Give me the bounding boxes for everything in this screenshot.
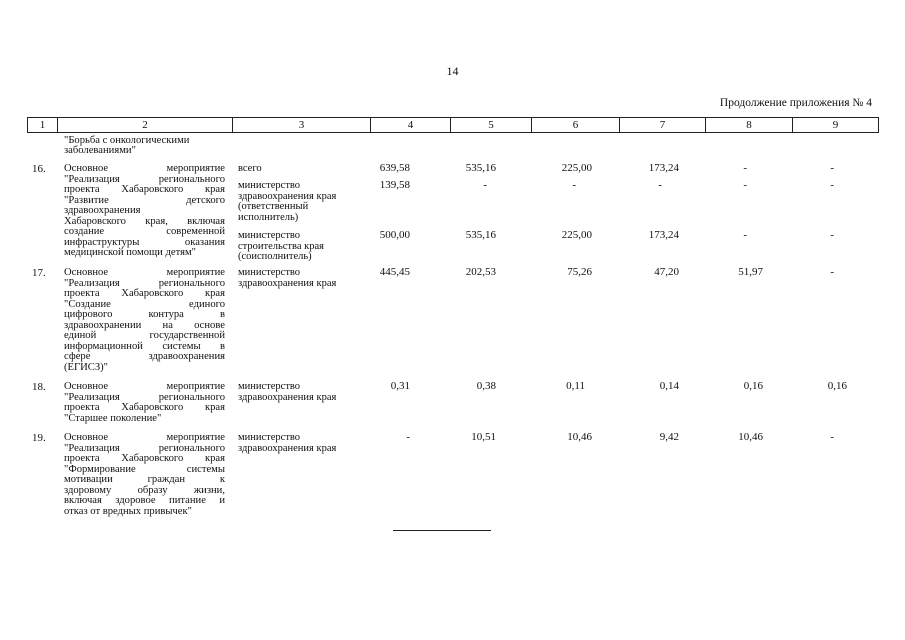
value-cell: 173,24 (648, 229, 679, 241)
executor-cell: министерство здравоохранения края (ответственный исполнитель) (238, 180, 337, 223)
value-cell: - (830, 179, 834, 191)
value-cell: 0,11 (566, 380, 585, 392)
row-number: 19. (32, 432, 46, 444)
value-cell: 10,51 (471, 431, 496, 443)
col-header-1: 1 (28, 118, 58, 133)
value-cell: 0,38 (476, 380, 496, 392)
value-cell: 445,45 (379, 266, 410, 278)
value-cell: - (830, 266, 834, 278)
col-header-8: 8 (706, 118, 793, 133)
col-header-9: 9 (793, 118, 879, 133)
value-cell: - (572, 179, 576, 191)
value-cell: 202,53 (465, 266, 496, 278)
value-cell: - (743, 229, 747, 241)
executor-cell: министерство здравоохранения края (238, 381, 337, 403)
col-header-5: 5 (451, 118, 532, 133)
executor-cell: всего (238, 163, 262, 174)
executor-cell: министерство строительства края (соисполнитель) (238, 230, 324, 262)
appendix-caption: Продолжение приложения № 4 (719, 97, 872, 109)
col-header-7: 7 (620, 118, 706, 133)
value-cell: 0,14 (659, 380, 679, 392)
value-cell: 535,16 (465, 162, 496, 174)
col-header-3: 3 (233, 118, 371, 133)
value-cell: 225,00 (561, 162, 592, 174)
value-cell: 535,16 (465, 229, 496, 241)
value-cell: 75,26 (567, 266, 592, 278)
column-header-row (27, 117, 879, 133)
value-cell: - (658, 179, 662, 191)
row-number: 16. (32, 163, 46, 175)
value-cell: 500,00 (379, 229, 410, 241)
value-cell: 10,46 (738, 431, 763, 443)
footer-divider (393, 530, 491, 531)
col-header-6: 6 (532, 118, 620, 133)
value-cell: - (743, 179, 747, 191)
row-number: 17. (32, 267, 46, 279)
value-cell: - (830, 229, 834, 241)
value-cell: 10,46 (567, 431, 592, 443)
continuation-text-line: "Борьба с онкологическими (64, 135, 190, 146)
value-cell: 0,16 (743, 380, 763, 392)
measure-description: Основное мероприятие "Реализация регионального проекта Хабаровского края "Старшее поколение" (64, 381, 225, 424)
value-cell: 51,97 (738, 266, 763, 278)
continuation-text-line: заболеваниями" (64, 145, 136, 156)
value-cell: 0,16 (827, 380, 847, 392)
executor-cell: министерство здравоохранения края (238, 432, 337, 454)
value-cell: 225,00 (561, 229, 592, 241)
value-cell: - (406, 431, 410, 443)
value-cell: - (830, 162, 834, 174)
executor-cell: министерство здравоохранения края (238, 267, 337, 289)
col-header-4: 4 (371, 118, 451, 133)
value-cell: 47,20 (654, 266, 679, 278)
measure-description: Основное мероприятие "Реализация регионального проекта Хабаровского края "Создание единого цифрового контура в здравоохранении на основе единой государственной информационной системы в сфере здравоохранения (ЕГИСЗ)" (64, 267, 225, 373)
value-cell: 139,58 (379, 179, 410, 191)
measure-description: Основное мероприятие "Реализация регионального проекта Хабаровского края "Формирование системы мотивации граждан к здоровому образу жизни, включая здоровое питание и отказ от вредных привычек" (64, 432, 225, 517)
value-cell: 639,58 (379, 162, 410, 174)
value-cell: - (830, 431, 834, 443)
value-cell: - (483, 179, 487, 191)
value-cell: 9,42 (659, 431, 679, 443)
value-cell: 0,31 (390, 380, 410, 392)
row-number: 18. (32, 381, 46, 393)
col-header-2: 2 (58, 118, 233, 133)
page-number: 14 (446, 64, 459, 78)
measure-description: Основное мероприятие "Реализация регионального проекта Хабаровского края "Развитие детского здравоохранения Хабаровского края, включая создание современной инфраструктуры оказания медицинской помощи детям" (64, 163, 225, 258)
value-cell: - (743, 162, 747, 174)
value-cell: 173,24 (648, 162, 679, 174)
